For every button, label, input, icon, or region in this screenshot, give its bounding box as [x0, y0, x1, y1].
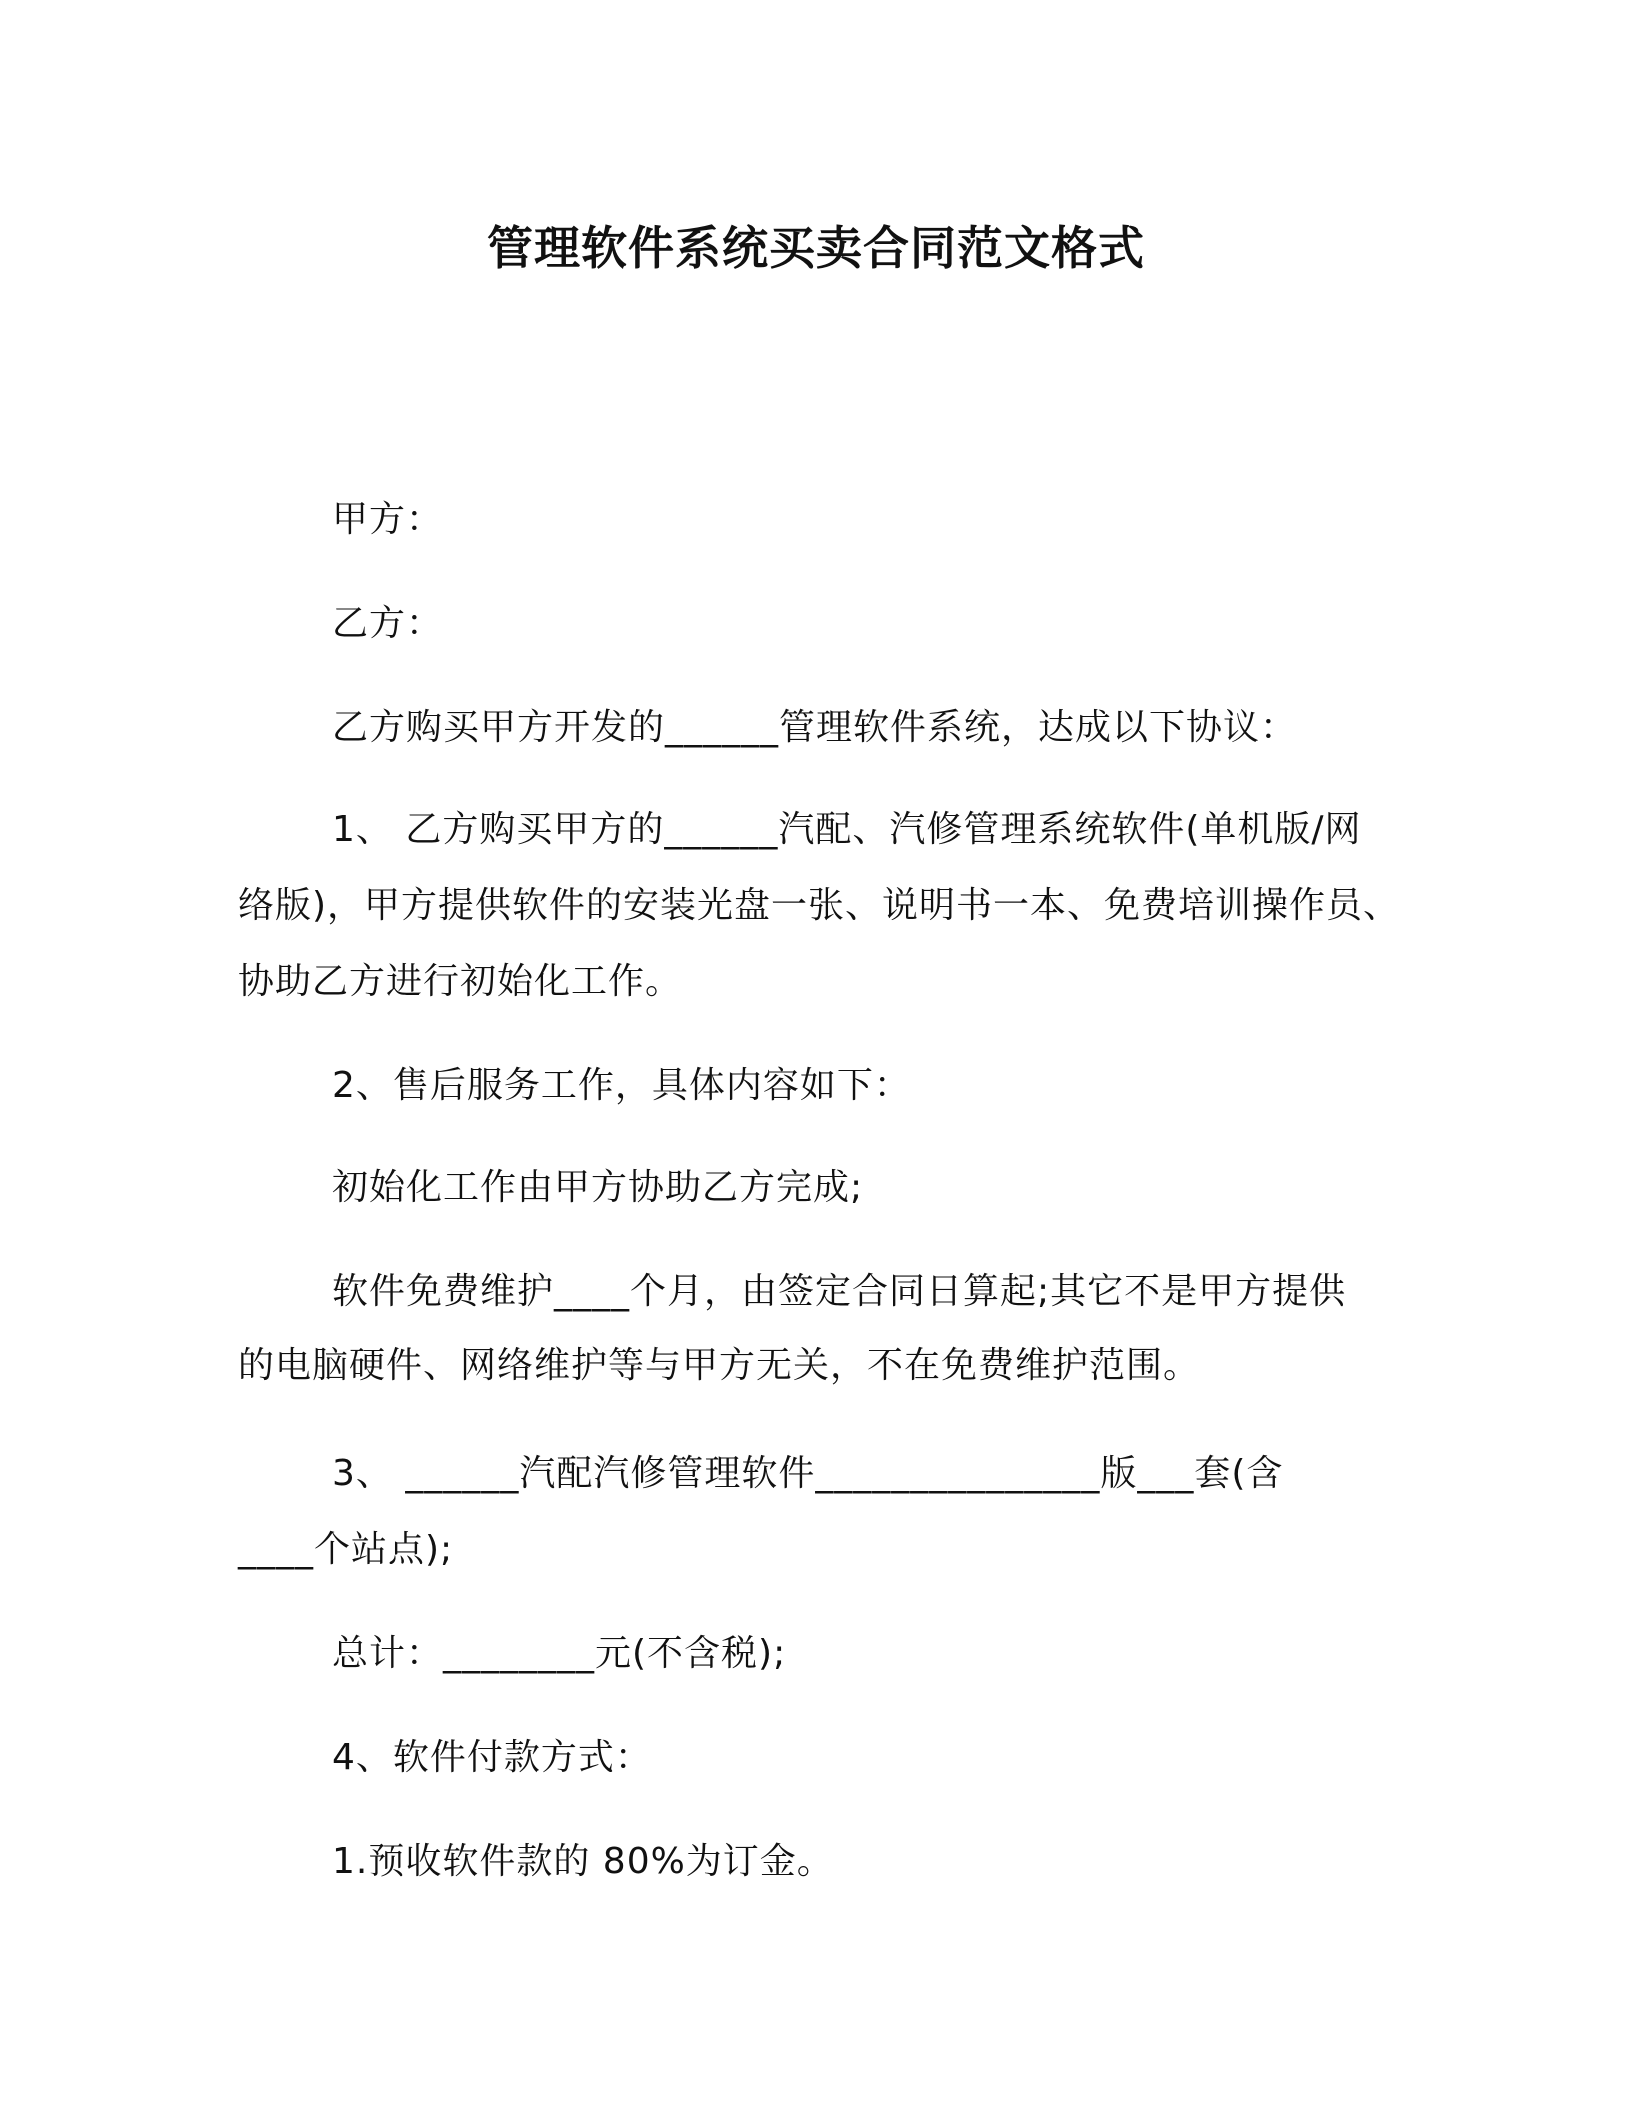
clause-1-line-2: 络版)，甲方提供软件的安装光盘一张、说明书一本、免费培训操作员、 [238, 885, 1401, 926]
clause-2-heading: 2、售后服务工作，具体内容如下： [332, 1065, 911, 1106]
agreement-intro: 乙方购买甲方开发的______管理软件系统，达成以下协议： [332, 707, 1298, 748]
party-b-line: 乙方： [332, 603, 444, 644]
clause-1-line-3: 协助乙方进行初始化工作。 [238, 961, 683, 1002]
clause-3-line-2: ____个站点); [238, 1529, 454, 1570]
clause-4-heading: 4、软件付款方式： [332, 1737, 652, 1778]
clause-2-item-2-line-2: 的电脑硬件、网络维护等与甲方无关，不在免费维护范围。 [238, 1345, 1201, 1386]
clause-3-line-1: 3、 ______汽配汽修管理软件_______________版___套(含 [332, 1453, 1284, 1494]
total-line: 总计：________元(不含税); [332, 1633, 787, 1674]
clause-2-item-2-line-1: 软件免费维护____个月，由签定合同日算起;其它不是甲方提供 [332, 1271, 1347, 1312]
clause-4-item-1: 1.预收软件款的 80%为订金。 [332, 1841, 834, 1882]
party-a-line: 甲方： [332, 499, 444, 540]
clause-2-item-1: 初始化工作由甲方协助乙方完成; [332, 1167, 864, 1208]
clause-1-line-1: 1、 乙方购买甲方的______汽配、汽修管理系统软件(单机版/网 [332, 809, 1362, 850]
document-title: 管理软件系统买卖合同范文格式 [487, 221, 1145, 275]
